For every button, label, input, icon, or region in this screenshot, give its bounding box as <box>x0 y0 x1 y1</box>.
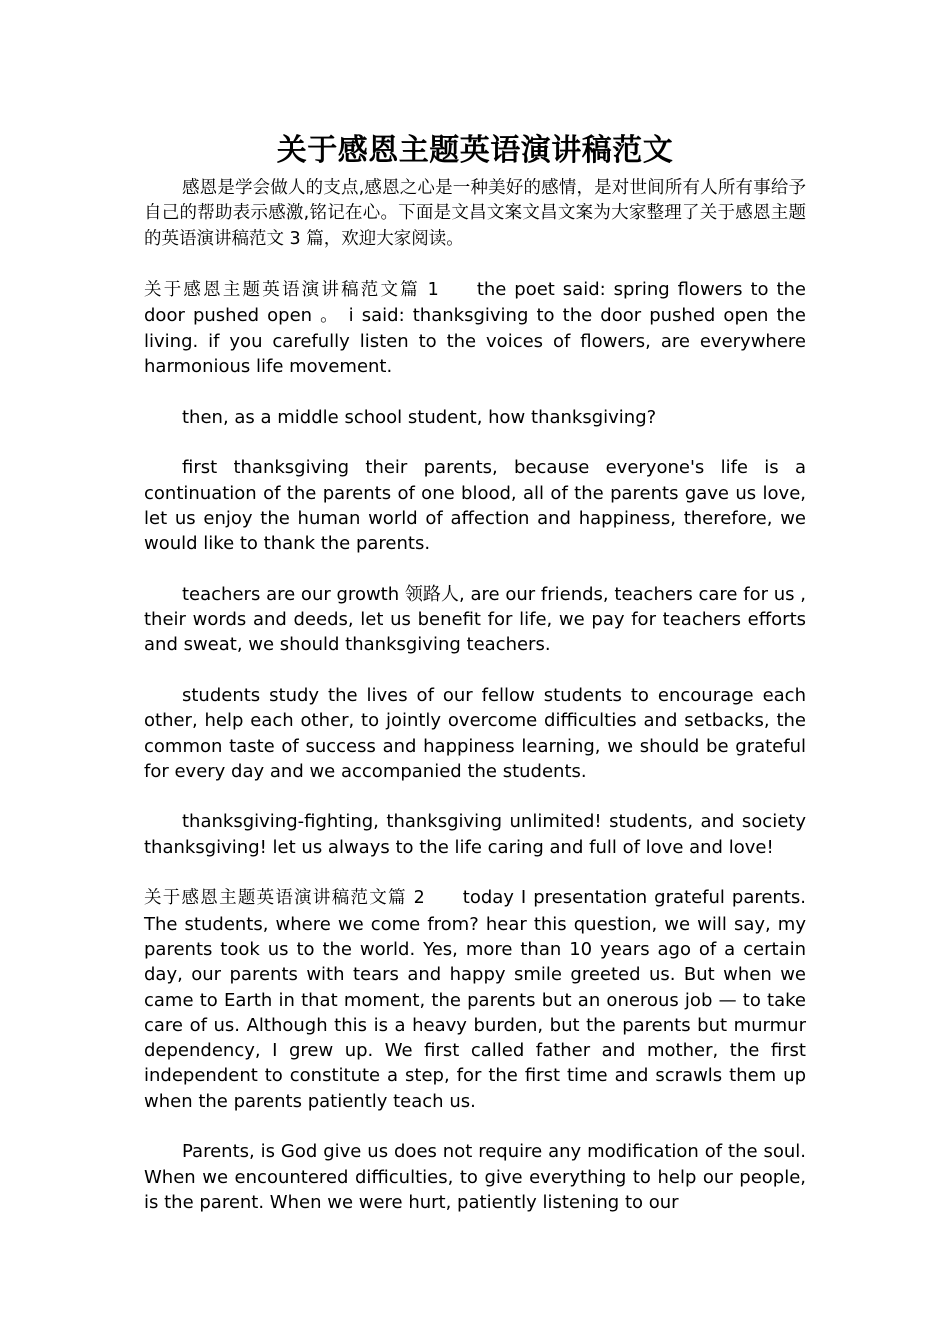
section-2-lead <box>144 885 806 1114</box>
section-1-lead-text: the poet said: spring flowers to the door pushed open 。 i said: thanksgiving to the door pushed open the living. if you carefully listen to the voices of flowers, are everywhere harmonious life movement. <box>144 279 806 378</box>
document-body <box>144 126 806 1240</box>
body-paragraph: thanksgiving-fighting, thanksgiving unlimited! students, and society thanksgiving! let us always to the life caring and full of love and love! <box>144 811 806 858</box>
body-paragraph: then, as a middle school student, how thanksgiving? <box>182 406 657 428</box>
body-paragraph: students study the lives of our fellow students to encourage each other, help each other, to jointly overcome difficulties and setbacks, the common taste of success and happiness learning, we should be grateful for every day and we accompanied the students. <box>144 684 806 782</box>
intro-paragraph: 感恩是学会做人的支点,感恩之心是一种美好的感情，是对世间所有人所有事给予自己的帮助表示感激,铭记在心。下面是文昌文案文昌文案为大家整理了关于感恩主题的英语演讲稿范文 3 篇，欢迎大家阅读。 <box>144 178 806 249</box>
page-title: 关于感恩主题英语演讲稿范文 <box>276 133 674 168</box>
body-paragraph: teachers are our growth 领路人, are our friends, teachers care for us , their words and deeds, let us benefit for life, we pay for teachers efforts and sweat, we should thanksgiving teachers. <box>144 583 806 656</box>
section-1-lead <box>144 277 806 379</box>
section-1-heading: 关于感恩主题英语演讲稿范文篇 1 <box>144 280 439 301</box>
body-paragraph: first thanksgiving their parents, because everyone's life is a continuation of the parents of one blood, all of the parents gave us love, let us enjoy the human world of affection and happiness, therefore, we would like to thank the parents. <box>144 457 806 555</box>
section-2-heading: 关于感恩主题英语演讲稿范文篇 2 <box>144 888 425 909</box>
section-2-lead-text: today I presentation grateful parents. The students, where we come from? hear this question, we will say, my parents took us to the world. Yes, more than 10 years ago of a certain day, our parents with tears and happy smile greeted us. But when we came to Earth in that moment, the parents but an onerous job — to take care of us. Although this is a heavy burden, but the parents but murmur dependency, I grew up. We first called father and mother, the first independent to constitute a step, for the first time and scrawls them up when the parents patiently teach us. <box>144 887 806 1112</box>
body-paragraph: Parents, is God give us does not require any modification of the soul. When we encountered difficulties, to give everything to help our people, is the parent. When we were hurt, patiently listening to our <box>144 1141 806 1213</box>
